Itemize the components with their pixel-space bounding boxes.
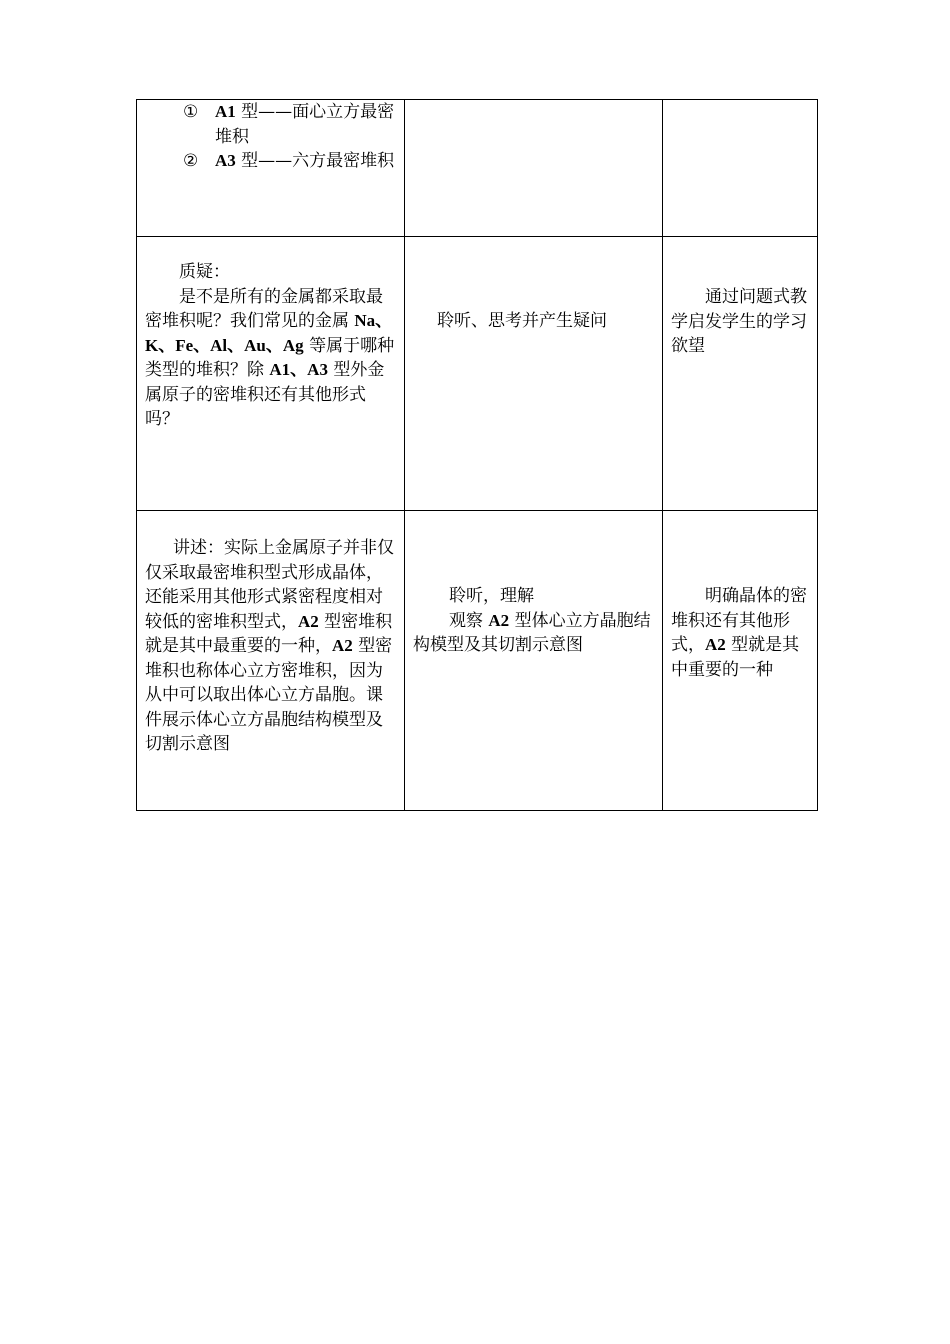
structure-description: 型——六方最密堆积 bbox=[235, 151, 395, 171]
student-activity-cell bbox=[405, 511, 663, 811]
item-text bbox=[215, 100, 396, 149]
structure-type: A1 bbox=[215, 102, 236, 121]
student-activity-cell bbox=[405, 100, 663, 237]
teacher-activity-cell bbox=[137, 511, 405, 811]
design-intent-cell bbox=[663, 100, 818, 237]
student-activity-line1: 聆听，理解 bbox=[449, 586, 534, 606]
table-row bbox=[137, 237, 818, 511]
design-intent-text: 通过问题式教学启发学生的学习欲望 bbox=[671, 287, 807, 356]
table-row bbox=[137, 511, 818, 811]
design-intent-cell bbox=[663, 511, 818, 811]
teacher-activity-cell bbox=[137, 100, 405, 237]
design-intent-cell bbox=[663, 237, 818, 511]
list-item bbox=[145, 149, 396, 174]
question-heading: 质疑： bbox=[179, 262, 230, 282]
student-activity-text: 聆听、思考并产生疑问 bbox=[437, 311, 607, 331]
student-activity-line2: 观察 A2 型体心立方晶胞结构模型及其切割示意图 bbox=[413, 610, 651, 655]
list-item bbox=[145, 100, 396, 149]
student-activity-cell bbox=[405, 237, 663, 511]
lecture-text: 讲述：实际上金属原子并非仅仅采取最密堆积型式形成晶体，还能采用其他形式紧密程度相对较低的密堆积型式，A2 型密堆积就是其中最重要的一种，A2 型密堆积也称体心立方密堆积，因为从中可以取出体心立方晶胞。课件展示体心立方晶胞结构模型及切割示意图 bbox=[145, 538, 394, 754]
item-text bbox=[215, 149, 396, 174]
item-number: ① bbox=[183, 102, 199, 122]
teacher-activity-cell bbox=[137, 237, 405, 511]
lesson-table bbox=[136, 99, 818, 811]
structure-type: A3 bbox=[215, 151, 236, 170]
structure-description: 型——面心立方最密堆积 bbox=[215, 102, 395, 147]
question-text: 是不是所有的金属都采取最密堆积呢？我们常见的金属 Na、K、Fe、Al、Au、Ag 等属于哪种类型的堆积？除 A1、A3 型外金属原子的密堆积还有其他形式吗？ bbox=[145, 286, 395, 429]
item-number: ② bbox=[183, 151, 199, 171]
table-row bbox=[137, 100, 818, 237]
design-intent-text: 明确晶体的密堆积还有其他形式，A2 型就是其中重要的一种 bbox=[671, 586, 807, 680]
